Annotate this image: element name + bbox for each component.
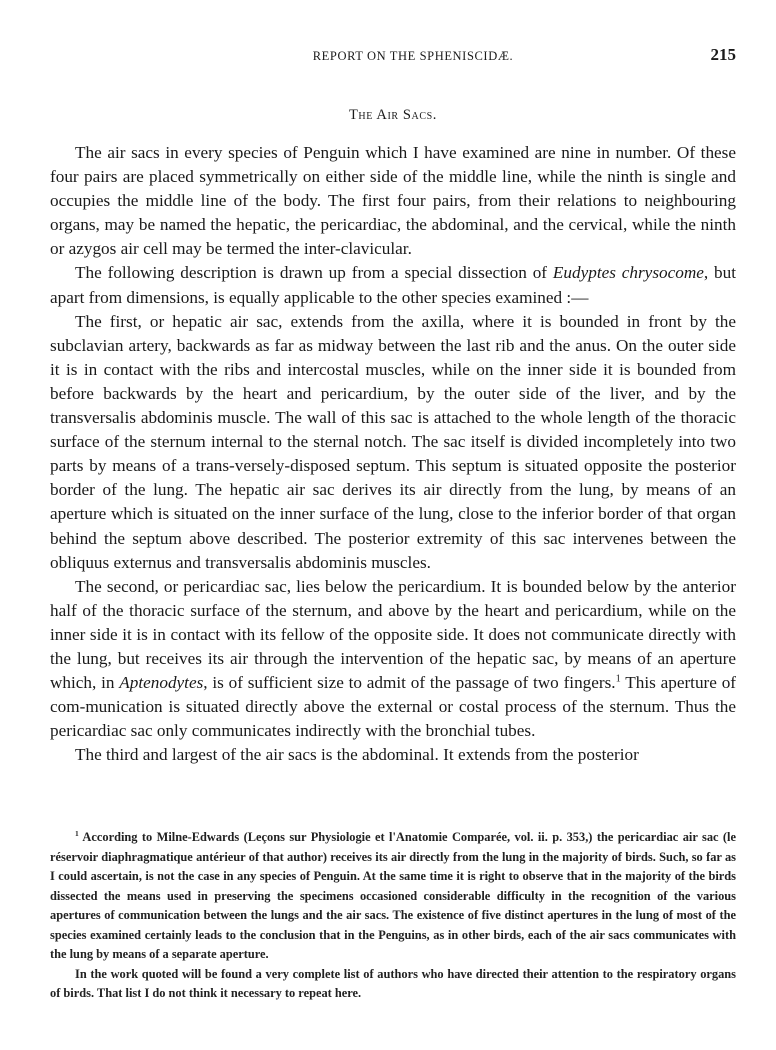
genus-name: Aptenodytes [119,673,204,693]
section-title: The Air Sacs. [348,107,438,123]
footnote-2: In the work quoted will be found a very complete list of authors who have directed their attention to the respiratory organs of birds. That list I do not think it necessary to repeat here. [50,966,736,1000]
footnote-marker: 1 [75,828,79,838]
paragraph-text: This aperture of com-munication is situated directly above the external or costal process of the sternum. Thus the pericardiac sac only communicates indirectly with the bronchial tubes. [50,673,737,741]
species-name: Eudyptes chrysocome [552,263,704,283]
body-text [50,141,736,767]
paragraph-text: , is of sufficient size to admit of the passage of two fingers. [203,673,616,693]
paragraph-3: The first, or hepatic air sac, extends from the axilla, where it is bounded in front by the subclavian artery, backwards as far as midway between the last rib and the anus. On the outer side it is in contact with the ribs and intercostal muscles, while on the inner side it is bounded from before backwards by the heart and pericardium, by the outer side of the liver, and by the transversalis abdominis muscle. The wall of this sac is attached to the whole length of the thoracic surface of the sternum internal to the sternal notch. The sac itself is divided incompletely into two parts by means of a trans-versely-disposed septum. This septum is situated opposite the posterior border of the lung. The hepatic air sac derives its air directly from the lung, by means of an aperture which is situated on the inner surface of the lung, close to the inferior border of that organ behind the septum above described. The posterior extremity of this sac intervenes between the obliquus externus and transversalis abdominis muscles. [50,311,736,572]
paragraph-text: , but apart from dimensions, is equally applicable to the other species examined :— [50,263,737,307]
paragraph-2 [50,261,736,309]
page-number: 215 [710,45,736,64]
paragraph-text: The following description is drawn up from a special dissection of [75,263,553,283]
paragraph-1: The air sacs in every species of Penguin which I have examined are nine in number. Of these four pairs are placed symmetrically on either side of the middle line, while the ninth is single and occupies the middle line of the body. The first four pairs, from their relations to neighbouring organs, may be named the hepatic, the pericardiac, the abdominal, and the cervical, while the ninth or azygos air cell may be termed the inter-clavicular. [50,143,736,259]
paragraph-4 [50,575,736,744]
paragraph-text: The second, or pericardiac sac, lies below the pericardium. It is bounded below by the anterior half of the thoracic surface of the sternum, and above by the heart and pericardium, while on the inner side it is in contact with its fellow of the opposite side. It does not communicate directly with the lung, but receives its air through the intervention of the hepatic sac, by means of an aperture which, in [50,576,736,693]
footnote-text: According to Milne-Edwards (Leçons sur Physiologie et l'Anatomie Comparée, vol. ii. p. 353,) the pericardiac air sac (le réservoir diaphragmatique antérieur of that author) receives its air directly from the lung in the majority of birds. Such, so far as I could ascertain, is not the case in any species of Penguin. At the same time it is right to observe that in the majority of the birds dissected the means used in preserving the specimens occasioned considerable difficulty in the recognition of the various apertures of communication between the lungs and the air sacs. The existence of five distinct apertures in the lung of most of the species examined certainly leads to the conclusion that in the Penguins, as in other birds, each of the air sacs communicates with the lung by means of a separate aperture. [50,830,736,961]
running-title: REPORT ON THE SPHENISCIDÆ. [312,49,514,63]
paragraph-5: The third and largest of the air sacs is the abdominal. It extends from the posterior [75,745,639,765]
footnote-1 [50,828,736,965]
footnotes [50,828,736,1004]
running-head [50,45,736,69]
footnote-reference: 1 [615,673,621,685]
